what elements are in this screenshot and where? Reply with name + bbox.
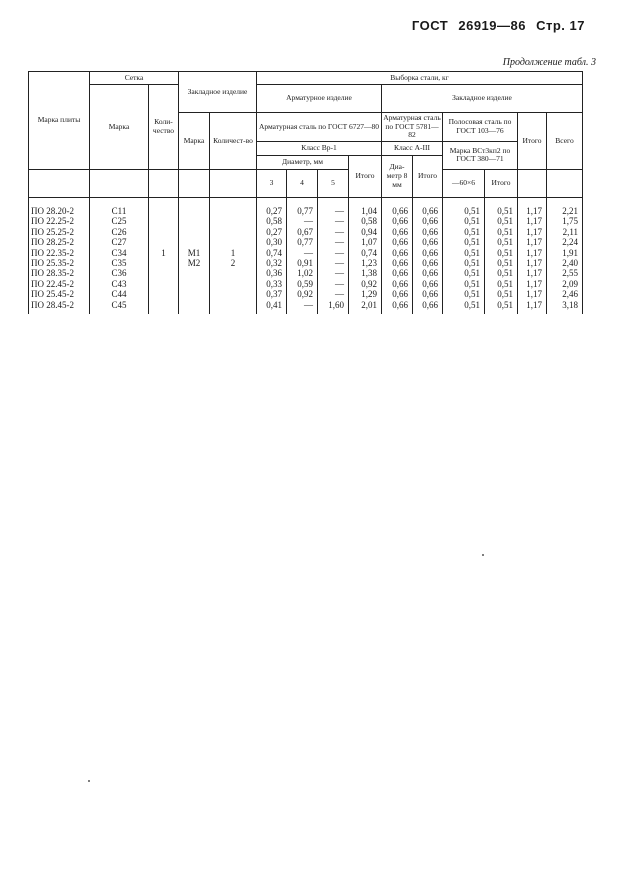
col-d8: Диа-метр 8 мм [382,155,413,197]
itogo1-cell: 1,04 0,58 0,94 1,07 0,74 1,23 1,38 0,92 1,29 2,01 [349,197,382,314]
speck-mark [88,780,90,782]
d3-cell: 0,27 0,58 0,27 0,30 0,74 0,32 0,36 0,33 0,37 0,41 [257,197,287,314]
col-armatur: Арматурное изделие [257,85,382,113]
col-polos: Полосовая сталь по ГОСТ 103—76 [443,113,518,142]
d4-cell: 0,77 — 0,67 0,77 — 0,91 1,02 0,59 0,92 — [287,197,318,314]
itogo3-cell: 0,51 0,51 0,51 0,51 0,51 0,51 0,51 0,51 0,51 0,51 [485,197,518,314]
vsego-cell: 2,21 1,75 2,11 2,24 1,91 2,40 2,55 2,09 2,46 3,18 [547,197,583,314]
col-itogo1: Итого [349,155,382,197]
col-marka-vst: Марка ВСт3кп2 по ГОСТ 380—71 [443,141,518,169]
d5-cell: — — — — — — — — — 1,60 [318,197,349,314]
itogo4-cell: 1,17 1,17 1,17 1,17 1,17 1,17 1,17 1,17 1,17 1,17 [518,197,547,314]
col-klass-a: Класс А-III [382,141,443,155]
col-klass-vr: Класс Вр-1 [257,141,382,155]
zaklad-marks-cell: М1 М2 [179,197,210,314]
col-itogo4: Итого [518,113,547,170]
col-marka-plity: Марка плиты [29,72,90,170]
col-setka-marka: Марка [90,85,149,170]
col-zaklad-marka: Марка [179,113,210,170]
col-itogo3: Итого [485,169,518,197]
page-header [406,18,585,33]
col-vyborka: Выборка стали, кг [257,72,583,85]
col-diametr: Диаметр, мм [257,155,349,169]
col-zaklad2: Закладное изделие [382,85,583,113]
gost-number: 26919—86 [458,18,526,33]
continuation-note: Продолжение табл. 3 [502,57,596,68]
col-itogo2: Итого [413,155,443,197]
col-d3: 3 [257,169,287,197]
col-size: —60×6 [443,169,485,197]
page-number: Стр. 17 [536,18,585,33]
polos-cell: 0,51 0,51 0,51 0,51 0,51 0,51 0,51 0,51 0,51 0,51 [443,197,485,314]
col-d4: 4 [287,169,318,197]
d8-cell: 0,66 0,66 0,66 0,66 0,66 0,66 0,66 0,66 0,66 0,66 [382,197,413,314]
col-d5: 5 [318,169,349,197]
setka-marks-cell: С11 С25 С26 С27 С34 С35 С36 С43 С44 С45 [90,197,149,314]
steel-table [28,71,583,314]
plates-cell: ПО 28.20-2 ПО 22.25-2 ПО 25.25-2 ПО 28.25-2 ПО 22.35-2 ПО 25.35-2 ПО 28.35-2 ПО 22.45-2 ПО 25.45-2 ПО 28.45-2 [29,197,90,314]
col-armatur-stal2: Арматурная сталь по ГОСТ 5781—82 [382,113,443,142]
col-zaklad: Закладное изделие [179,72,257,113]
gost-label: ГОСТ [411,18,449,33]
col-vsego: Всего [547,113,583,170]
col-zaklad-kol: Количест-во [210,113,257,170]
zaklad-kol-cell: 1 2 [210,197,257,314]
col-setka-kol: Коли-чество [149,85,179,170]
setka-kol-cell: 1 [149,197,179,314]
speck-mark [482,554,484,556]
itogo2-cell: 0,66 0,66 0,66 0,66 0,66 0,66 0,66 0,66 0,66 0,66 [413,197,443,314]
col-armatur-stal: Арматурная сталь по ГОСТ 6727—80 [257,113,382,142]
col-setka: Сетка [90,72,179,85]
